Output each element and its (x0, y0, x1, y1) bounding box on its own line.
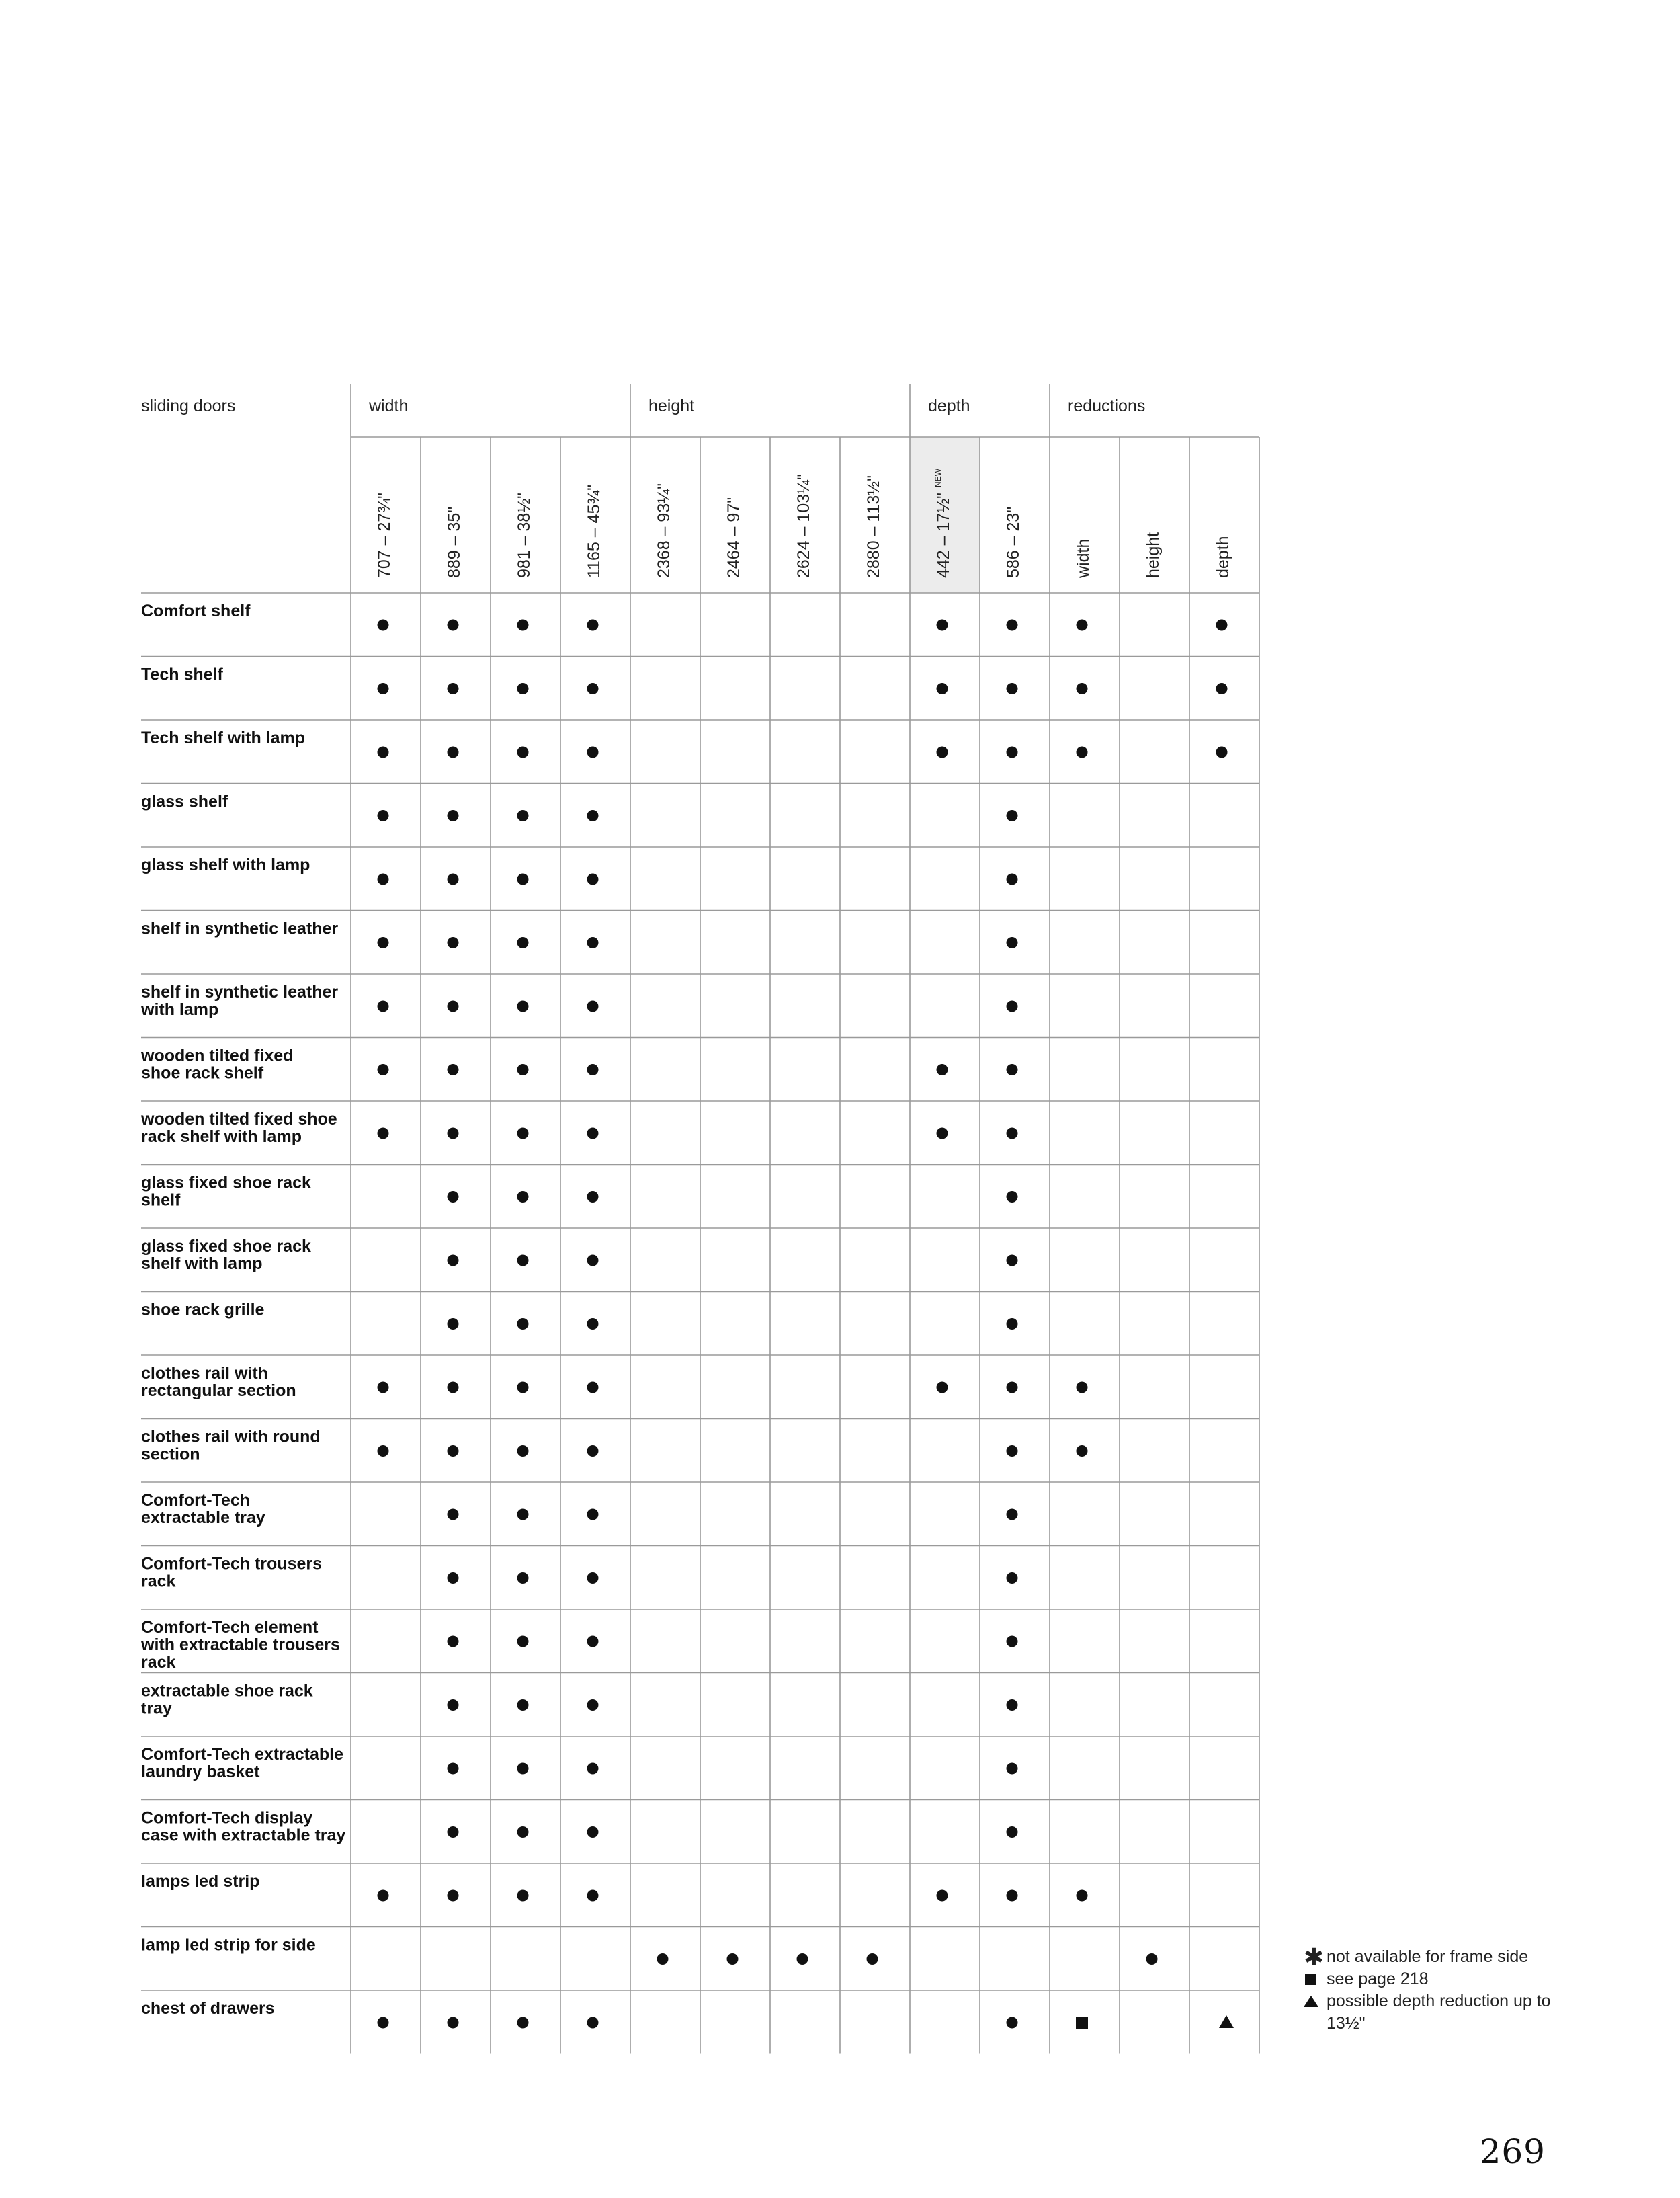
dot-mark (1077, 683, 1088, 694)
dot-mark (1007, 1382, 1018, 1393)
column-header-0: 707 – 27¾" (375, 492, 394, 578)
dot-mark (1007, 874, 1018, 885)
group-header-reductions: reductions (1068, 397, 1146, 415)
row-label: rack (141, 1572, 176, 1591)
dot-mark (1077, 620, 1088, 631)
dot-mark (937, 1382, 948, 1393)
dot-mark (587, 1509, 599, 1520)
group-header-height: height (648, 397, 695, 415)
row-label: Comfort-Tech element (141, 1618, 319, 1637)
dot-mark (517, 1382, 529, 1393)
row-label: clothes rail with round (141, 1427, 321, 1447)
dot-mark (448, 1699, 459, 1711)
row-label: extractable shoe rack (141, 1681, 313, 1701)
dot-mark (517, 1763, 529, 1775)
dot-mark (448, 1445, 459, 1457)
dot-mark (1007, 1763, 1018, 1775)
dot-mark (517, 1128, 529, 1139)
square-mark (1076, 2017, 1088, 2029)
dot-mark (937, 1890, 948, 1902)
dot-mark (587, 2017, 599, 2029)
dot-mark (1007, 747, 1018, 758)
dot-mark (587, 1064, 599, 1075)
row-label: rack (141, 1653, 176, 1672)
dot-mark (1077, 1445, 1088, 1457)
dot-mark (517, 1064, 529, 1075)
dot-mark (937, 1064, 948, 1075)
row-label: glass fixed shoe rack (141, 1237, 311, 1256)
dot-mark (1077, 1382, 1088, 1393)
dot-mark (1007, 683, 1018, 694)
dot-mark (448, 810, 459, 821)
dot-mark (517, 2017, 529, 2029)
row-label: wooden tilted fixed (141, 1046, 294, 1065)
dot-mark (1146, 1953, 1158, 1965)
dot-mark (517, 1890, 529, 1902)
dot-mark (378, 1382, 389, 1393)
column-header-12: depth (1214, 536, 1232, 578)
dot-mark (517, 1255, 529, 1266)
dot-mark (587, 1382, 599, 1393)
asterisk-icon: ✱ (1304, 1943, 1325, 1971)
dot-mark (448, 1382, 459, 1393)
dot-mark (448, 1128, 459, 1139)
dot-mark (587, 1191, 599, 1203)
dot-mark (1007, 1191, 1018, 1203)
dot-mark (587, 874, 599, 885)
dot-mark (1007, 2017, 1018, 2029)
dot-mark (587, 1699, 599, 1711)
dot-mark (1007, 810, 1018, 821)
dot-mark (448, 1890, 459, 1902)
dot-mark (727, 1953, 739, 1965)
dot-mark (378, 1890, 389, 1902)
row-label: with lamp (141, 1000, 219, 1019)
dot-mark (517, 1699, 529, 1711)
dot-mark (937, 747, 948, 758)
dot-mark (1007, 1699, 1018, 1711)
group-header-depth: depth (928, 397, 970, 415)
dot-mark (448, 1191, 459, 1203)
dot-mark (1007, 1001, 1018, 1012)
dot-mark (378, 1445, 389, 1457)
dot-mark (587, 1445, 599, 1457)
dot-mark (1007, 1826, 1018, 1838)
dot-mark (1007, 1890, 1018, 1902)
row-label: clothes rail with (141, 1364, 268, 1383)
dot-mark (448, 1509, 459, 1520)
triangle-icon (1304, 1990, 1327, 2012)
column-header-2: 981 – 38½" (515, 492, 534, 578)
column-header-4: 2368 – 93¼" (655, 483, 673, 578)
row-label: shoe rack grille (141, 1300, 265, 1319)
dot-mark (517, 1826, 529, 1838)
dot-mark (517, 1572, 529, 1584)
dot-mark (517, 747, 529, 758)
legend-square-text: see page 218 (1327, 1969, 1429, 1988)
row-label: Comfort-Tech trousers (141, 1554, 323, 1574)
row-label: section (141, 1444, 200, 1464)
column-header-3: 1165 – 45¾" (585, 484, 603, 578)
dot-mark (937, 1128, 948, 1139)
square-icon (1304, 1968, 1327, 1990)
dot-mark (587, 1636, 599, 1647)
dot-mark (378, 1128, 389, 1139)
dot-mark (937, 620, 948, 631)
dot-mark (587, 1318, 599, 1330)
dot-mark (448, 937, 459, 948)
legend-item-asterisk (1304, 1943, 1572, 1971)
row-label: with extractable trousers (141, 1635, 340, 1654)
dot-mark (378, 874, 389, 885)
dot-mark (657, 1953, 669, 1965)
dot-mark (448, 1572, 459, 1584)
legend-item-square (1304, 1968, 1572, 1990)
dot-mark (448, 874, 459, 885)
dot-mark (587, 1572, 599, 1584)
dot-mark (587, 747, 599, 758)
row-label: glass shelf with lamp (141, 856, 310, 874)
row-label: extractable tray (141, 1508, 265, 1527)
dot-mark (517, 937, 529, 948)
dot-mark (1007, 1509, 1018, 1520)
dot-mark (1007, 620, 1018, 631)
dot-mark (378, 1001, 389, 1012)
dot-mark (448, 2017, 459, 2029)
dot-mark (517, 1318, 529, 1330)
dot-mark (587, 1826, 599, 1838)
column-header-5: 2464 – 97" (724, 497, 743, 578)
dot-mark (448, 1826, 459, 1838)
dot-mark (378, 937, 389, 948)
row-label: Comfort-Tech display (141, 1808, 313, 1828)
dot-mark (1007, 1318, 1018, 1330)
dot-mark (587, 1255, 599, 1266)
dot-mark (378, 810, 389, 821)
dot-mark (1007, 1128, 1018, 1139)
dot-mark (1216, 683, 1228, 694)
dot-mark (1007, 937, 1018, 948)
dot-mark (587, 1128, 599, 1139)
legend-asterisk-text: not available for frame side (1327, 1947, 1529, 1966)
dot-mark (448, 1001, 459, 1012)
column-header-6: 2624 – 103¼" (794, 474, 813, 578)
dot-mark (448, 1763, 459, 1775)
dot-mark (378, 2017, 389, 2029)
row-label: glass fixed shoe rack (141, 1173, 311, 1192)
column-header-11: height (1144, 532, 1163, 578)
dot-mark (448, 683, 459, 694)
legend-item-triangle (1304, 1990, 1572, 2035)
dot-mark (1216, 747, 1228, 758)
dot-mark (378, 747, 389, 758)
table-title: sliding doors (141, 397, 236, 415)
dot-mark (517, 1191, 529, 1203)
column-header-7: 2880 – 113½" (864, 475, 883, 578)
row-label: chest of drawers (141, 1999, 275, 2018)
row-label: Tech shelf with lamp (141, 729, 306, 747)
dot-mark (448, 1318, 459, 1330)
dot-mark (1007, 1572, 1018, 1584)
dot-mark (1007, 1636, 1018, 1647)
dot-mark (448, 620, 459, 631)
dot-mark (1077, 747, 1088, 758)
dot-mark (587, 1763, 599, 1775)
dot-mark (587, 937, 599, 948)
dot-mark (448, 1636, 459, 1647)
dot-mark (517, 1636, 529, 1647)
column-header-8: 442 – 17½" (934, 492, 953, 578)
dot-mark (587, 620, 599, 631)
row-label: Comfort-Tech (141, 1491, 251, 1510)
column-header-10: width (1074, 538, 1093, 578)
row-label: shelf with lamp (141, 1254, 263, 1273)
row-label: laundry basket (141, 1762, 260, 1781)
dot-mark (1077, 1890, 1088, 1902)
row-label: rectangular section (141, 1381, 296, 1400)
row-label: wooden tilted fixed shoe (141, 1110, 337, 1129)
row-label: shelf in synthetic leather (141, 983, 339, 1002)
row-label: rack shelf with lamp (141, 1127, 302, 1146)
dot-mark (1216, 620, 1228, 631)
dot-mark (517, 620, 529, 631)
column-header-1: 889 – 35" (445, 506, 464, 578)
dot-mark (517, 683, 529, 694)
dot-mark (517, 810, 529, 821)
dot-mark (517, 1509, 529, 1520)
dot-mark (797, 1953, 808, 1965)
dot-mark (937, 683, 948, 694)
dot-mark (517, 874, 529, 885)
row-label: lamps led strip (141, 1872, 260, 1891)
row-label: Comfort shelf (141, 602, 251, 620)
dot-mark (587, 810, 599, 821)
group-header-width: width (369, 397, 409, 415)
dot-mark (587, 683, 599, 694)
dot-mark (517, 1445, 529, 1457)
dot-mark (587, 1001, 599, 1012)
legend-triangle-text: possible depth reduction up to 13½" (1327, 1992, 1551, 2033)
row-label: lamp led strip for side (141, 1935, 316, 1955)
dot-mark (587, 1890, 599, 1902)
row-label: shoe rack shelf (141, 1063, 264, 1083)
row-label: shelf in synthetic leather (141, 919, 339, 938)
dot-mark (1007, 1255, 1018, 1266)
legend (1304, 1943, 1572, 2035)
dot-mark (378, 620, 389, 631)
row-label: shelf (141, 1190, 181, 1210)
column-header-9: 586 – 23" (1004, 506, 1023, 578)
dot-mark (1007, 1445, 1018, 1457)
dot-mark (448, 1064, 459, 1075)
dot-mark (867, 1953, 878, 1965)
dot-mark (448, 747, 459, 758)
page-number: 269 (1479, 2132, 1546, 2171)
row-label: Comfort-Tech extractable (141, 1745, 343, 1764)
row-label: Tech shelf (141, 665, 223, 684)
dot-mark (1007, 1064, 1018, 1075)
dot-mark (378, 1064, 389, 1075)
dot-mark (448, 1255, 459, 1266)
row-label: tray (141, 1699, 172, 1718)
row-label: case with extractable tray (141, 1826, 346, 1845)
triangle-mark (1219, 2015, 1234, 2028)
new-badge: NEW (933, 468, 943, 487)
row-label: glass shelf (141, 792, 228, 811)
dot-mark (517, 1001, 529, 1012)
dot-mark (378, 683, 389, 694)
